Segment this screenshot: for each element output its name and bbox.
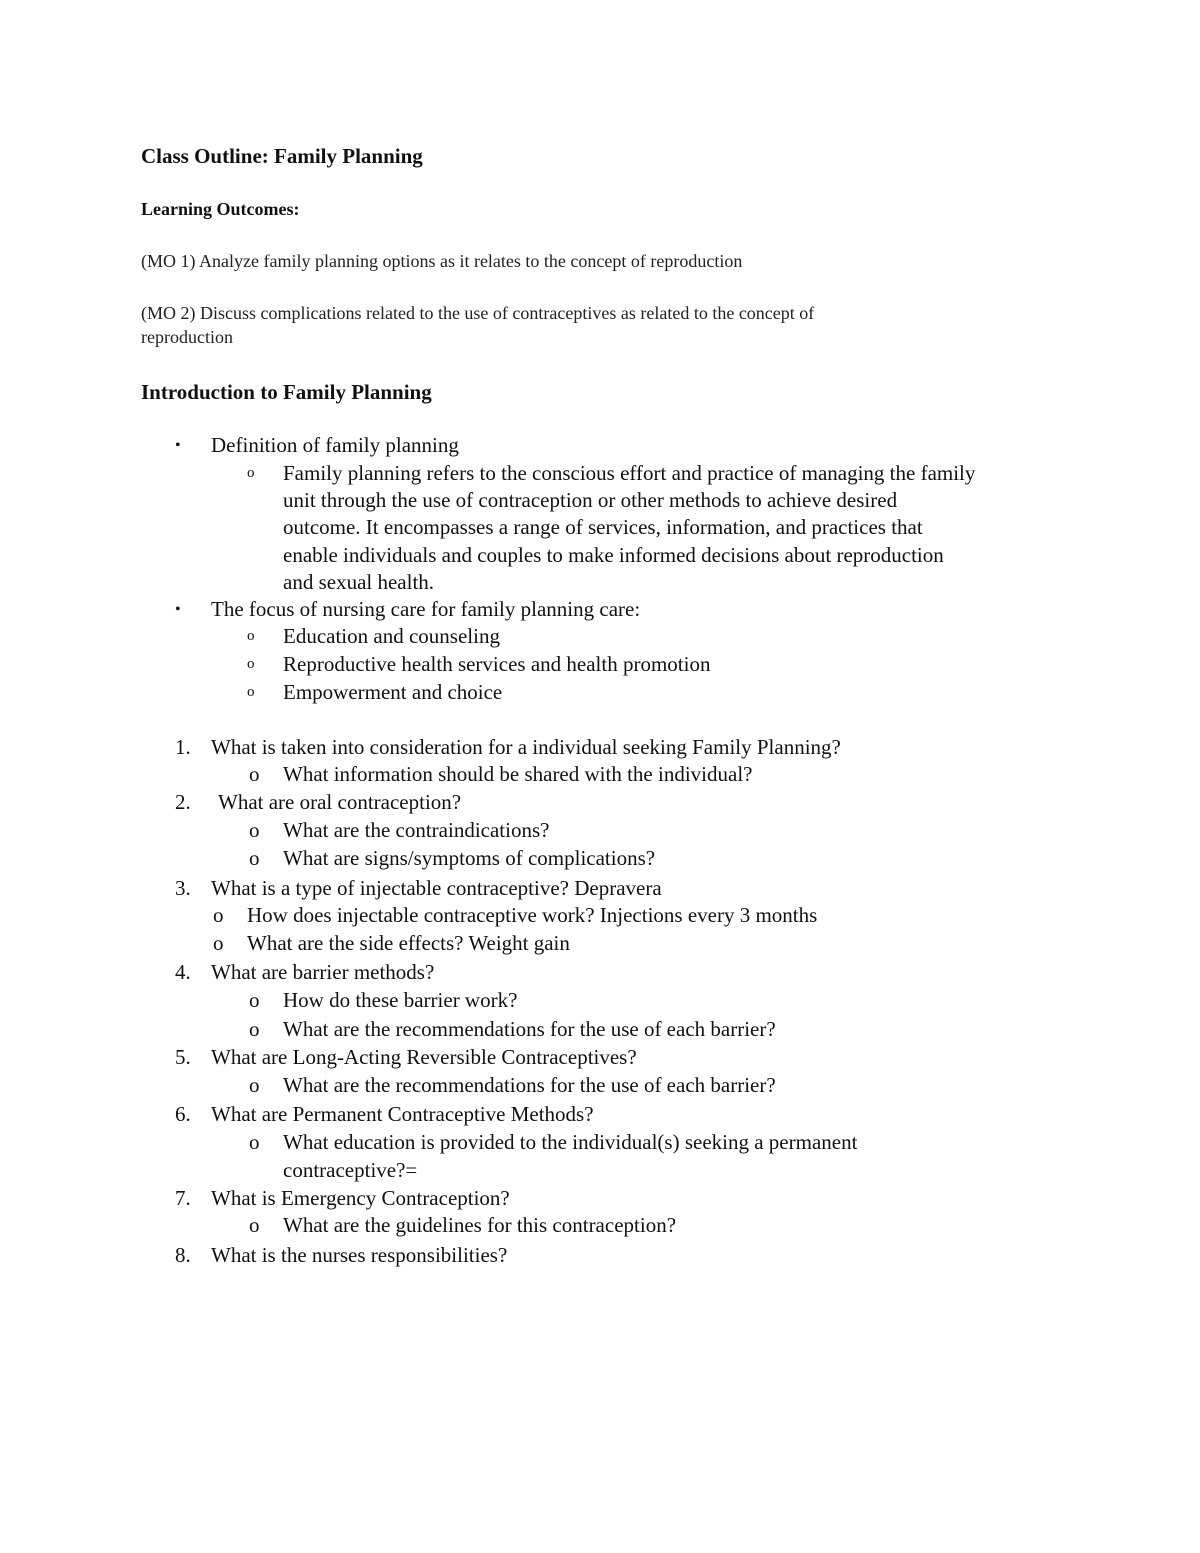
definition-line-4: enable individuals and couples to make informed decisions about reproduction [283, 543, 944, 567]
focus-item-1: Education and counseling [283, 624, 500, 648]
sub-bullet-glyph: o [247, 656, 255, 672]
definition-line-3: outcome. It encompasses a range of services, information, and practices that [283, 515, 923, 539]
question-7: What is Emergency Contraception? [211, 1186, 510, 1210]
question-4-sub-2: What are the recommendations for the use of each barrier? [283, 1017, 776, 1041]
definition-line-1: Family planning refers to the conscious effort and practice of managing the family [283, 461, 976, 485]
bullet-glyph: • [175, 437, 181, 454]
sub-o-glyph: o [249, 1017, 260, 1041]
question-6-sub-1-line1: What education is provided to the individual(s) seeking a permanent [283, 1130, 858, 1154]
intro-heading: Introduction to Family Planning [141, 380, 432, 404]
sub-o-glyph: o [249, 1130, 260, 1154]
sub-o-glyph: o [213, 931, 224, 955]
question-number: 4. [175, 960, 191, 984]
question-1-sub-1: What information should be shared with the individual? [283, 762, 753, 786]
question-2: What are oral contraception? [218, 790, 462, 814]
question-7-sub-1: What are the guidelines for this contraception? [283, 1213, 677, 1237]
question-number: 3. [175, 876, 191, 900]
sub-o-glyph: o [249, 1073, 260, 1097]
question-5-sub-1: What are the recommendations for the use of each barrier? [283, 1073, 776, 1097]
sub-o-glyph: o [213, 903, 224, 927]
question-number: 7. [175, 1186, 191, 1210]
question-1: What is taken into consideration for a individual seeking Family Planning? [211, 735, 841, 759]
sub-o-glyph: o [249, 1213, 260, 1237]
question-number: 5. [175, 1045, 191, 1069]
question-6-sub-1-line2: contraceptive?= [283, 1158, 418, 1182]
sub-o-glyph: o [249, 818, 260, 842]
focus-item-2: Reproductive health services and health promotion [283, 652, 711, 676]
learning-outcomes-heading: Learning Outcomes: [141, 199, 300, 219]
sub-bullet-glyph: o [247, 465, 255, 481]
question-4: What are barrier methods? [211, 960, 435, 984]
sub-o-glyph: o [249, 762, 260, 786]
question-3-sub-1: How does injectable contraceptive work? Injections every 3 months [247, 903, 818, 927]
question-number: 1. [175, 735, 191, 759]
focus-item-3: Empowerment and choice [283, 680, 503, 704]
outcome-mo2-line1: (MO 2) Discuss complications related to the use of contraceptives as related to the concept of [141, 303, 815, 323]
question-6: What are Permanent Contraceptive Methods? [211, 1102, 594, 1126]
question-number: 2. [175, 790, 191, 814]
question-5: What are Long-Acting Reversible Contraceptives? [211, 1045, 637, 1069]
question-3: What is a type of injectable contraceptive? Depravera [211, 876, 662, 900]
sub-bullet-glyph: o [247, 684, 255, 700]
question-2-sub-2: What are signs/symptoms of complications? [283, 846, 656, 870]
definition-line-5: and sexual health. [283, 570, 435, 594]
sub-o-glyph: o [249, 988, 260, 1012]
definition-line-2: unit through the use of contraception or other methods to achieve desired [283, 488, 898, 512]
question-3-sub-2: What are the side effects? Weight gain [247, 931, 570, 955]
question-8: What is the nurses responsibilities? [211, 1243, 508, 1267]
bullet-focus: The focus of nursing care for family planning care: [211, 597, 641, 621]
question-2-sub-1: What are the contraindications? [283, 818, 550, 842]
page-title: Class Outline: Family Planning [141, 144, 423, 168]
question-number: 6. [175, 1102, 191, 1126]
bullet-definition: Definition of family planning [211, 433, 459, 457]
outcome-mo1: (MO 1) Analyze family planning options as it relates to the concept of reproduction [141, 251, 743, 271]
question-4-sub-1: How do these barrier work? [283, 988, 518, 1012]
outcome-mo2-line2: reproduction [141, 327, 233, 347]
question-number: 8. [175, 1243, 191, 1267]
sub-bullet-glyph: o [247, 628, 255, 644]
bullet-glyph: • [175, 601, 181, 618]
sub-o-glyph: o [249, 846, 260, 870]
